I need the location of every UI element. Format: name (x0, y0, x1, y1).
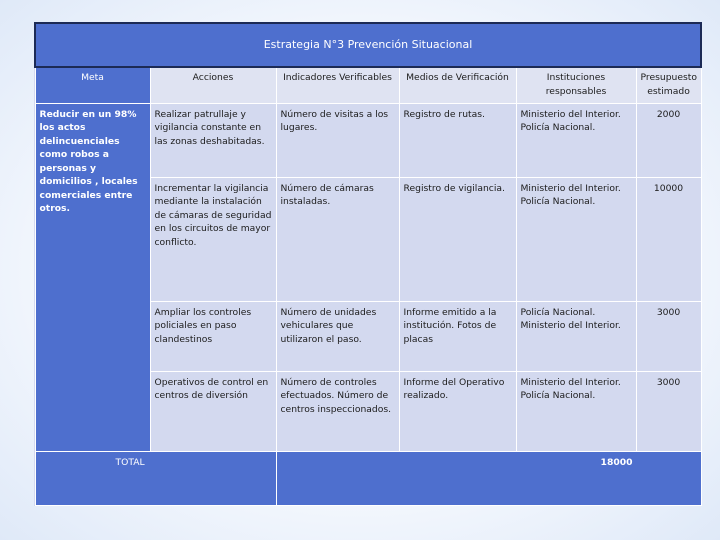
header-medios: Medios de Verificación (399, 67, 516, 103)
medio-cell: Registro de rutas. (399, 103, 516, 177)
institucion-cell: Ministerio del Interior. Policía Nacional. (516, 371, 636, 451)
header-acciones: Acciones (150, 67, 276, 103)
presupuesto-cell: 2000 (636, 103, 701, 177)
table-row (35, 103, 701, 177)
total-value: 18000 (276, 451, 701, 505)
header-meta: Meta (35, 67, 150, 103)
institucion-cell: Ministerio del Interior. Policía Nacional. (516, 177, 636, 301)
header-presupuesto: Presupuesto estimado (636, 67, 701, 103)
header-indicadores: Indicadores Verificables (276, 67, 399, 103)
table-title: Estrategia N°3 Prevención Situacional (35, 23, 701, 67)
presupuesto-cell: 3000 (636, 371, 701, 451)
indicador-cell: Número de visitas a los lugares. (276, 103, 399, 177)
medio-cell: Informe emitido a la institución. Fotos de placas (399, 301, 516, 371)
total-row (35, 451, 701, 505)
medio-cell: Registro de vigilancia. (399, 177, 516, 301)
presupuesto-cell: 10000 (636, 177, 701, 301)
institucion-cell: Policía Nacional. Ministerio del Interior. (516, 301, 636, 371)
strategy-table (34, 22, 702, 506)
indicador-cell: Número de unidades vehiculares que utilizaron el paso. (276, 301, 399, 371)
total-label: TOTAL (35, 451, 276, 505)
accion-cell: Incrementar la vigilancia mediante la instalación de cámaras de seguridad en los circuitos de mayor conflicto. (150, 177, 276, 301)
presupuesto-cell: 3000 (636, 301, 701, 371)
indicador-cell: Número de cámaras instaladas. (276, 177, 399, 301)
accion-cell: Operativos de control en centros de diversión (150, 371, 276, 451)
header-instituciones: Instituciones responsables (516, 67, 636, 103)
medio-cell: Informe del Operativo realizado. (399, 371, 516, 451)
header-row (35, 67, 701, 103)
accion-cell: Realizar patrullaje y vigilancia constante en las zonas deshabitadas. (150, 103, 276, 177)
accion-cell: Ampliar los controles policiales en paso clandestinos (150, 301, 276, 371)
institucion-cell: Ministerio del Interior. Policía Nacional. (516, 103, 636, 177)
meta-cell: Reducir en un 98% los actos delincuenciales como robos a personas y domicilios , locales comerciales entre otros. (35, 103, 150, 451)
indicador-cell: Número de controles efectuados. Número de centros inspeccionados. (276, 371, 399, 451)
